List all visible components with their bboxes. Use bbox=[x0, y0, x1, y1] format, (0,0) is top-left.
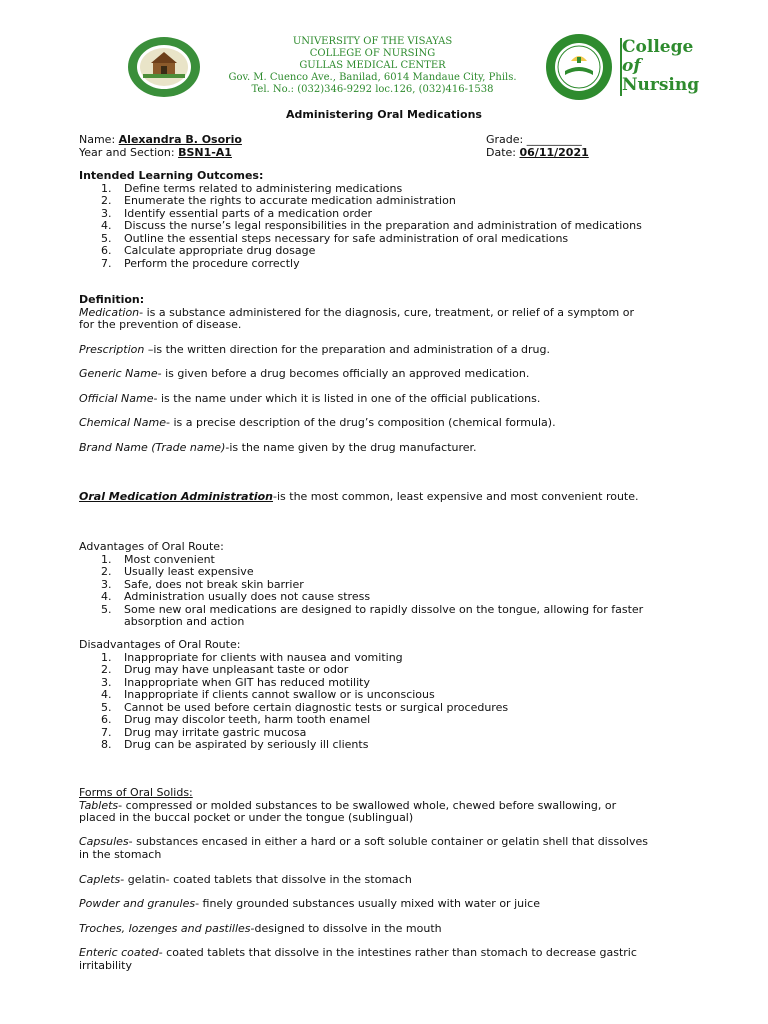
wordmark-line-3: Nursing bbox=[622, 75, 700, 95]
definition-medication: Medication- is a substance administered for the diagnosis, cure, treatment, or relief of a symptom or for the prevention of disease. bbox=[79, 305, 634, 331]
date-label: Date: bbox=[486, 146, 516, 159]
document-title: Administering Oral Medications bbox=[286, 108, 482, 121]
disadvantages-heading: Disadvantages of Oral Route: bbox=[79, 638, 241, 651]
wordmark-line-1: College bbox=[622, 37, 694, 57]
list-item: 4. Administration usually does not cause stress bbox=[101, 590, 371, 603]
name-row bbox=[79, 134, 242, 147]
advantages-list bbox=[79, 554, 649, 629]
grade-value: __________ bbox=[526, 133, 582, 146]
list-item: 2. Drug may have unpleasant taste or odor bbox=[101, 663, 349, 676]
header-college: COLLEGE OF NURSING bbox=[309, 48, 436, 59]
definition-generic-name: Generic Name- is given before a drug becomes officially an approved medication. bbox=[79, 367, 530, 380]
name-value: Alexandra B. Osorio bbox=[118, 133, 242, 146]
list-item: 6. Drug may discolor teeth, harm tooth enamel bbox=[101, 713, 371, 726]
outcomes-list bbox=[79, 183, 649, 271]
definition-brand-name: Brand Name (Trade name)-is the name given by the drug manufacturer. bbox=[79, 441, 477, 454]
list-item: 2. Enumerate the rights to accurate medication administration bbox=[101, 194, 456, 207]
definition-official-name: Official Name- is the name under which it is listed in one of the official publications. bbox=[79, 392, 541, 405]
definition-chemical-name: Chemical Name- is a precise description of the drug’s composition (chemical formula). bbox=[79, 416, 556, 429]
header-telephone: Tel. No.: (032)346-9292 loc.126, (032)416-1538 bbox=[251, 84, 494, 95]
list-item: 4. Discuss the nurse’s legal responsibilities in the preparation and administration of medications bbox=[101, 219, 642, 232]
disadvantages-section bbox=[79, 639, 649, 752]
list-item: 3. Inappropriate when GIT has reduced motility bbox=[101, 675, 370, 689]
list-item: 3. Identify essential parts of a medication order bbox=[101, 206, 372, 220]
list-item: 1. Define terms related to administering medications bbox=[101, 181, 403, 195]
college-of-nursing-wordmark bbox=[622, 38, 699, 95]
year-value: BSN1-A1 bbox=[178, 146, 232, 159]
definition-section bbox=[79, 294, 649, 332]
form-capsules: Capsules- substances encased in either a hard or a soft soluble container or gelatin shell that dissolves in the stomach bbox=[79, 835, 648, 861]
list-item: 1. Most convenient bbox=[101, 552, 215, 566]
grade-label: Grade: bbox=[486, 133, 524, 146]
forms-section bbox=[79, 787, 649, 825]
list-item: 2. Usually least expensive bbox=[101, 565, 254, 578]
list-item: 7. Drug may irritate gastric mucosa bbox=[101, 725, 307, 739]
list-item: 7. Perform the procedure correctly bbox=[101, 256, 300, 270]
list-item: 6. Calculate appropriate drug dosage bbox=[101, 244, 316, 257]
advantages-section bbox=[79, 541, 649, 629]
advantages-heading: Advantages of Oral Route: bbox=[79, 540, 224, 553]
list-item: 5. Cannot be used before certain diagnostic tests or surgical procedures bbox=[101, 700, 509, 714]
form-enteric-coated: Enteric coated- coated tablets that dissolve in the intestines rather than stomach to decrease gastric irritability bbox=[79, 946, 637, 972]
date-row bbox=[486, 147, 589, 160]
list-item: 3. Safe, does not break skin barrier bbox=[101, 577, 304, 591]
list-item: 5. Some new oral medications are designed to rapidly dissolve on the tongue, allowing for faster absorption and action bbox=[101, 602, 644, 628]
definition-heading: Definition: bbox=[79, 293, 145, 306]
list-item: 1. Inappropriate for clients with nausea and vomiting bbox=[101, 650, 403, 664]
form-caplets: Caplets- gelatin- coated tablets that dissolve in the stomach bbox=[79, 873, 412, 886]
oral-administration-definition: Oral Medication Administration-is the most common, least expensive and most convenient route. bbox=[79, 490, 639, 503]
form-troches-lozenges: Troches, lozenges and pastilles-designed to dissolve in the mouth bbox=[79, 922, 442, 935]
year-row bbox=[79, 147, 232, 160]
date-value: 06/11/2021 bbox=[519, 146, 589, 159]
year-label: Year and Section: bbox=[79, 146, 175, 159]
outcomes-section bbox=[79, 170, 649, 270]
header-university: UNIVERSITY OF THE VISAYAS bbox=[292, 36, 453, 47]
form-powder-granules: Powder and granules- finely grounded substances usually mixed with water or juice bbox=[79, 897, 540, 910]
list-item: 8. Drug can be aspirated by seriously ill clients bbox=[101, 738, 369, 751]
header-medical-center: GULLAS MEDICAL CENTER bbox=[299, 60, 446, 71]
outcomes-heading: Intended Learning Outcomes: bbox=[79, 169, 264, 182]
list-item: 5. Outline the essential steps necessary for safe administration of oral medications bbox=[101, 231, 569, 245]
definition-prescription: Prescription –is the written direction for the preparation and administration of a drug. bbox=[79, 343, 550, 356]
college-of-nursing-seal-logo bbox=[538, 33, 620, 101]
grade-row bbox=[486, 134, 582, 147]
disadvantages-list bbox=[79, 652, 649, 752]
header-address: Gov. M. Cuenco Ave., Banilad, 6014 Mandaue City, Phils. bbox=[228, 72, 517, 83]
institution-header bbox=[200, 36, 545, 96]
list-item: 4. Inappropriate if clients cannot swallow or is unconscious bbox=[101, 688, 435, 701]
wordmark-line-2: of bbox=[622, 56, 641, 76]
forms-heading: Forms of Oral Solids: bbox=[79, 786, 193, 799]
university-seal-logo bbox=[127, 36, 201, 98]
name-label: Name: bbox=[79, 133, 116, 146]
form-tablets: Tablets- compressed or molded substances to be swallowed whole, chewed before swallowing, or placed in the buccal pocket or under the tongue (sublingual) bbox=[79, 798, 617, 824]
